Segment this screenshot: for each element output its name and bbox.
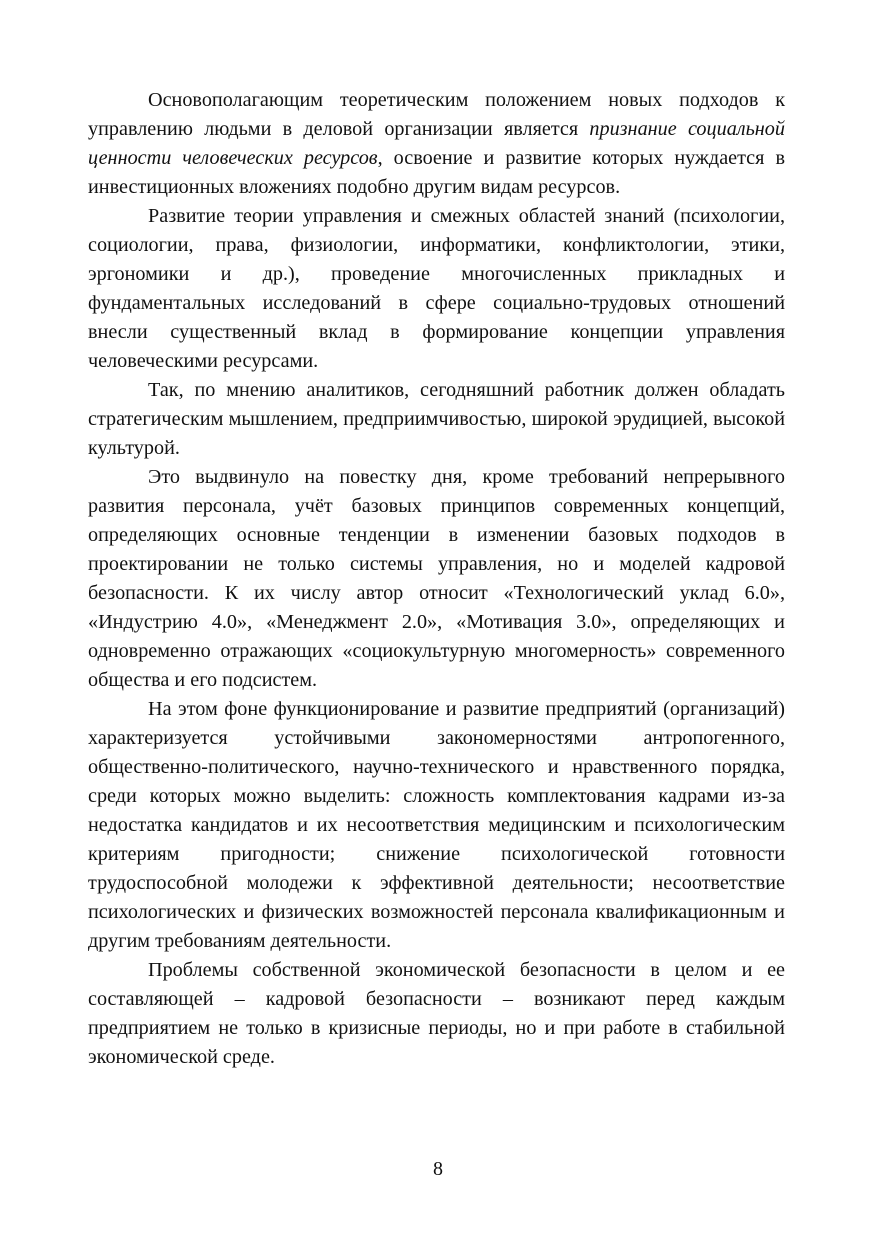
paragraph-4: Это выдвинуло на повестку дня, кроме требований непрерывного развития персонала, учёт базовых принципов современных концепций, определяющих основные тенденции в изменении базовых подходов в проектировании не только системы управления, но и моделей кадровой безопасности. К их числу автор относит «Технологический уклад 6.0», «Индустрию 4.0», «Менеджмент 2.0», «Мотивация 3.0», определяющих и одновременно отражающих «социокультурную многомерность» современного общества и его подсистем. xyxy=(88,466,785,691)
document-body xyxy=(88,86,785,1072)
page-number: 8 xyxy=(433,1158,443,1180)
paragraph-3: Так, по мнению аналитиков, сегодняшний работник должен обладать стратегическим мышлением, предприимчивостью, широкой эрудицией, высокой культурой. xyxy=(88,379,785,459)
paragraph-1-lead: Основополагающим теоретическим положением новых подходов к управлению людьми в деловой организации является xyxy=(88,89,785,140)
paragraph-1 xyxy=(88,86,785,202)
paragraph-1-tail: , освоение и развитие которых нуждается в инвестиционных вложениях подобно другим видам ресурсов. xyxy=(88,147,785,198)
paragraph-5: На этом фоне функционирование и развитие предприятий (организаций) характеризуется устойчивыми закономерностями антропогенного, общественно-политического, научно-технического и нравственного порядка, среди которых можно выделить: сложность комплектования кадрами из-за недостатка кандидатов и их несоответствия медицинским и психологическим критериям пригодности; снижение психологической готовности трудоспособной молодежи к эффективной деятельности; несоответствие психологических и физических возможностей персонала квалификационным и другим требованиям деятельности. xyxy=(88,698,785,952)
emphasis-human-resources-value: признание социальной ценности человеческих ресурсов xyxy=(88,118,785,169)
paragraph-6: Проблемы собственной экономической безопасности в целом и ее составляющей – кадровой безопасности – возникают перед каждым предприятием не только в кризисные периоды, но и при работе в стабильной экономической среде. xyxy=(88,959,785,1068)
paragraph-2: Развитие теории управления и смежных областей знаний (психологии, социологии, права, физиологии, информатики, конфликтологии, этики, эргономики и др.), проведение многочисленных прикладных и фундаментальных исследований в сфере социально-трудовых отношений внесли существенный вклад в формирование концепции управления человеческими ресурсами. xyxy=(88,205,785,372)
